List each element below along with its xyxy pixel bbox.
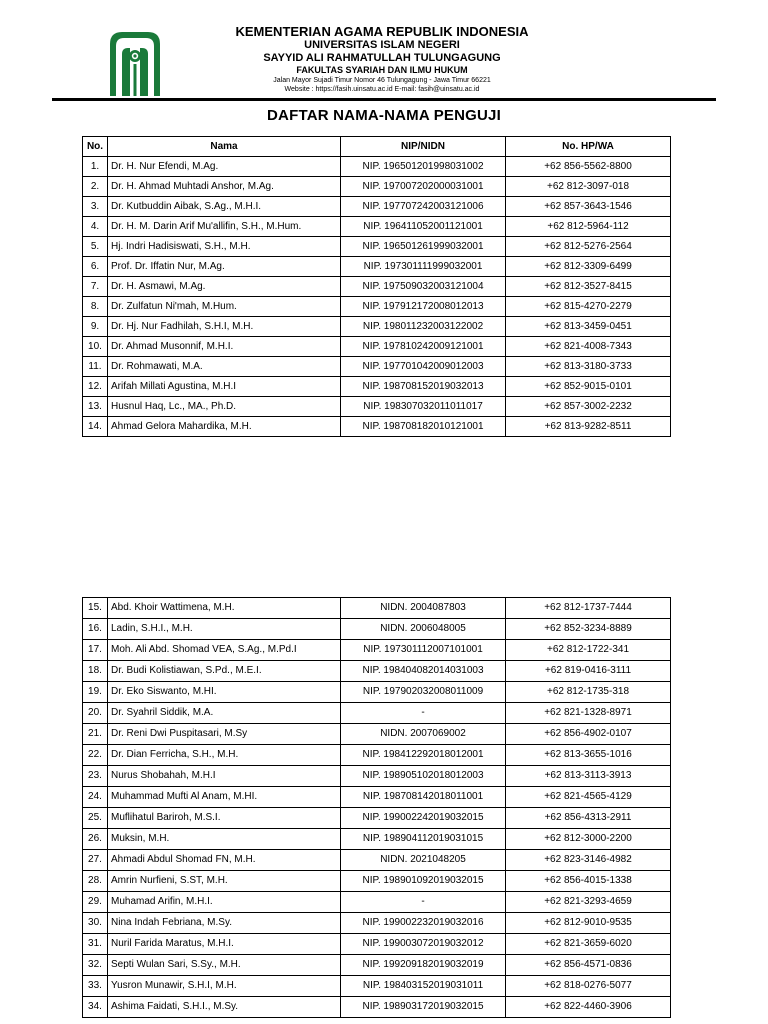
cell-no: 14. [83, 417, 108, 437]
faculty-name: FAKULTAS SYARIAH DAN ILMU HUKUM [296, 65, 468, 75]
cell-nama: Nurus Shobahah, M.H.I [108, 766, 341, 787]
examiner-table-part-2 [82, 597, 671, 1018]
cell-nip: NIP. 196411052001121001 [341, 217, 506, 237]
column-header-nip: NIP/NIDN [341, 137, 506, 157]
cell-nip: NIP. 196501201998031002 [341, 157, 506, 177]
document-title: DAFTAR NAMA-NAMA PENGUJI [267, 107, 501, 124]
cell-no: 16. [83, 619, 108, 640]
cell-nama: Prof. Dr. Iffatin Nur, M.Ag. [108, 257, 341, 277]
cell-nip: NIP. 199209182019032019 [341, 955, 506, 976]
cell-nama: Septi Wulan Sari, S.Sy., M.H. [108, 955, 341, 976]
cell-nama: Dr. Rohmawati, M.A. [108, 357, 341, 377]
cell-nip: NIP. 197810242009121001 [341, 337, 506, 357]
cell-nip: NIP. 198903172019032015 [341, 997, 506, 1018]
cell-no: 12. [83, 377, 108, 397]
cell-nip: NIP. 196501261999032001 [341, 237, 506, 257]
table-row [83, 892, 671, 913]
cell-nama: Ashima Faidati, S.H.I., M.Sy. [108, 997, 341, 1018]
cell-hp: +62 821-1328-8971 [506, 703, 671, 724]
table-row [83, 377, 671, 397]
cell-nama: Moh. Ali Abd. Shomad VEA, S.Ag., M.Pd.I [108, 640, 341, 661]
cell-nama: Dr. H. Ahmad Muhtadi Anshor, M.Ag. [108, 177, 341, 197]
cell-nama: Dr. Eko Siswanto, M.HI. [108, 682, 341, 703]
cell-hp: +62 857-3643-1546 [506, 197, 671, 217]
table-row [83, 745, 671, 766]
cell-nama: Yusron Munawir, S.H.I, M.H. [108, 976, 341, 997]
cell-nip: NIP. 197007202000031001 [341, 177, 506, 197]
cell-no: 5. [83, 237, 108, 257]
university-type: UNIVERSITAS ISLAM NEGERI [304, 39, 460, 51]
cell-nama: Muksin, M.H. [108, 829, 341, 850]
table-row [83, 934, 671, 955]
cell-nama: Husnul Haq, Lc., MA., Ph.D. [108, 397, 341, 417]
table-row [83, 297, 671, 317]
table-row [83, 640, 671, 661]
cell-no: 21. [83, 724, 108, 745]
cell-nama: Ladin, S.H.I., M.H. [108, 619, 341, 640]
table-row [83, 766, 671, 787]
cell-nip: NIP. 198404082014031003 [341, 661, 506, 682]
cell-nama: Nina Indah Febriana, M.Sy. [108, 913, 341, 934]
cell-nama: Nuril Farida Maratus, M.H.I. [108, 934, 341, 955]
table-row [83, 997, 671, 1018]
table-row [83, 257, 671, 277]
table-header-row [83, 137, 671, 157]
cell-nip: NIP. 199003072019032012 [341, 934, 506, 955]
cell-nip: NIP. 197701042009012003 [341, 357, 506, 377]
cell-nama: Arifah Millati Agustina, M.H.I [108, 377, 341, 397]
table-row [83, 337, 671, 357]
cell-no: 33. [83, 976, 108, 997]
cell-nip: NIDN. 2004087803 [341, 598, 506, 619]
cell-hp: +62 821-4008-7343 [506, 337, 671, 357]
cell-hp: +62 813-3655-1016 [506, 745, 671, 766]
table-row [83, 197, 671, 217]
table-row [83, 976, 671, 997]
table-row [83, 417, 671, 437]
cell-nip: NIP. 198307032011011017 [341, 397, 506, 417]
table-row [83, 277, 671, 297]
cell-nama: Dr. Zulfatun Ni'mah, M.Hum. [108, 297, 341, 317]
cell-no: 10. [83, 337, 108, 357]
table-row [83, 682, 671, 703]
cell-nama: Dr. Budi Kolistiawan, S.Pd., M.E.I. [108, 661, 341, 682]
table-row [83, 913, 671, 934]
cell-nip: NIDN. 2021048205 [341, 850, 506, 871]
cell-nama: Dr. Reni Dwi Puspitasari, M.Sy [108, 724, 341, 745]
table-row [83, 661, 671, 682]
cell-nama: Ahmad Gelora Mahardika, M.H. [108, 417, 341, 437]
cell-nip: NIP. 198708182010121001 [341, 417, 506, 437]
table-row [83, 317, 671, 337]
cell-hp: +62 812-1722-341 [506, 640, 671, 661]
cell-nip: NIP. 199002242019032015 [341, 808, 506, 829]
column-header-nama: Nama [108, 137, 341, 157]
cell-no: 2. [83, 177, 108, 197]
university-name: SAYYID ALI RAHMATULLAH TULUNGAGUNG [263, 52, 501, 64]
cell-no: 32. [83, 955, 108, 976]
cell-nip: NIP. 197301112007101001 [341, 640, 506, 661]
cell-nama: Dr. Hj. Nur Fadhilah, S.H.I, M.H. [108, 317, 341, 337]
cell-nip: NIP. 197912172008012013 [341, 297, 506, 317]
cell-nip: NIP. 198904112019031015 [341, 829, 506, 850]
cell-nip: NIDN. 2007069002 [341, 724, 506, 745]
cell-no: 22. [83, 745, 108, 766]
cell-hp: +62 815-4270-2279 [506, 297, 671, 317]
cell-nama: Dr. Dian Ferricha, S.H., M.H. [108, 745, 341, 766]
website-email: Website : https://fasih.uinsatu.ac.id E-mail: fasih@uinsatu.ac.id [284, 86, 480, 93]
address: Jalan Mayor Sujadi Timur Nomor 46 Tulungagung - Jawa Timur 66221 [273, 77, 491, 84]
cell-nip: NIP. 198708152019032013 [341, 377, 506, 397]
table-row [83, 598, 671, 619]
cell-hp: +62 812-1735-318 [506, 682, 671, 703]
cell-hp: +62 823-3146-4982 [506, 850, 671, 871]
cell-nip: NIP. 198412292018012001 [341, 745, 506, 766]
cell-no: 1. [83, 157, 108, 177]
cell-no: 13. [83, 397, 108, 417]
cell-no: 20. [83, 703, 108, 724]
cell-nama: Muhamad Arifin, M.H.I. [108, 892, 341, 913]
table-row [83, 955, 671, 976]
ministry-name: KEMENTERIAN AGAMA REPUBLIK INDONESIA [235, 24, 529, 39]
cell-no: 31. [83, 934, 108, 955]
cell-nama: Dr. H. Asmawi, M.Ag. [108, 277, 341, 297]
cell-no: 8. [83, 297, 108, 317]
cell-nama: Dr. Syahril Siddik, M.A. [108, 703, 341, 724]
cell-hp: +62 852-9015-0101 [506, 377, 671, 397]
cell-no: 18. [83, 661, 108, 682]
cell-nip: NIP. 197509032003121004 [341, 277, 506, 297]
cell-hp: +62 819-0416-3111 [506, 661, 671, 682]
cell-hp: +62 812-3000-2200 [506, 829, 671, 850]
cell-no: 3. [83, 197, 108, 217]
table-row [83, 237, 671, 257]
table-row [83, 871, 671, 892]
cell-no: 19. [83, 682, 108, 703]
cell-hp: +62 813-3180-3733 [506, 357, 671, 377]
cell-hp: +62 812-5964-112 [506, 217, 671, 237]
cell-no: 9. [83, 317, 108, 337]
table-row [83, 787, 671, 808]
cell-no: 27. [83, 850, 108, 871]
cell-nip: NIP. 197902032008011009 [341, 682, 506, 703]
cell-no: 6. [83, 257, 108, 277]
table-row [83, 829, 671, 850]
column-header-no: No. [83, 137, 108, 157]
cell-nama: Abd. Khoir Wattimena, M.H. [108, 598, 341, 619]
letterhead [0, 18, 768, 104]
cell-hp: +62 812-3527-8415 [506, 277, 671, 297]
cell-nip: NIP. 197301111999032001 [341, 257, 506, 277]
cell-hp: +62 818-0276-5077 [506, 976, 671, 997]
cell-hp: +62 856-4571-0836 [506, 955, 671, 976]
cell-hp: +62 856-5562-8800 [506, 157, 671, 177]
university-logo-icon [108, 30, 162, 98]
cell-nama: Hj. Indri Hadisiswati, S.H., M.H. [108, 237, 341, 257]
cell-no: 23. [83, 766, 108, 787]
cell-nip: NIP. 198011232003122002 [341, 317, 506, 337]
cell-nip: - [341, 703, 506, 724]
cell-hp: +62 813-9282-8511 [506, 417, 671, 437]
examiner-table-part-1 [82, 136, 671, 437]
cell-nama: Dr. Ahmad Musonnif, M.H.I. [108, 337, 341, 357]
cell-no: 25. [83, 808, 108, 829]
letterhead-divider [52, 98, 716, 101]
cell-hp: +62 852-3234-8889 [506, 619, 671, 640]
cell-hp: +62 821-3293-4659 [506, 892, 671, 913]
cell-nip: NIP. 198905102018012003 [341, 766, 506, 787]
cell-hp: +62 812-1737-7444 [506, 598, 671, 619]
cell-no: 34. [83, 997, 108, 1018]
table-row [83, 619, 671, 640]
cell-no: 7. [83, 277, 108, 297]
cell-no: 28. [83, 871, 108, 892]
cell-nama: Muhammad Mufti Al Anam, M.HI. [108, 787, 341, 808]
letterhead-text [160, 25, 604, 95]
column-header-hp: No. HP/WA [506, 137, 671, 157]
cell-no: 11. [83, 357, 108, 377]
table-row [83, 703, 671, 724]
cell-hp: +62 821-4565-4129 [506, 787, 671, 808]
cell-hp: +62 857-3002-2232 [506, 397, 671, 417]
cell-hp: +62 812-3097-018 [506, 177, 671, 197]
cell-nama: Dr. Kutbuddin Aibak, S.Ag., M.H.I. [108, 197, 341, 217]
cell-nip: NIP. 197707242003121006 [341, 197, 506, 217]
table-row [83, 397, 671, 417]
table-row [83, 808, 671, 829]
cell-no: 24. [83, 787, 108, 808]
table-row [83, 724, 671, 745]
cell-hp: +62 812-5276-2564 [506, 237, 671, 257]
table-row [83, 157, 671, 177]
cell-hp: +62 856-4313-2911 [506, 808, 671, 829]
cell-nip: NIP. 198403152019031011 [341, 976, 506, 997]
cell-hp: +62 821-3659-6020 [506, 934, 671, 955]
cell-no: 15. [83, 598, 108, 619]
cell-hp: +62 822-4460-3906 [506, 997, 671, 1018]
cell-nama: Dr. H. Nur Efendi, M.Ag. [108, 157, 341, 177]
cell-nama: Amrin Nurfieni, S.ST, M.H. [108, 871, 341, 892]
cell-no: 26. [83, 829, 108, 850]
cell-no: 4. [83, 217, 108, 237]
cell-nama: Ahmadi Abdul Shomad FN, M.H. [108, 850, 341, 871]
cell-no: 29. [83, 892, 108, 913]
cell-hp: +62 812-9010-9535 [506, 913, 671, 934]
table-row [83, 850, 671, 871]
table-row [83, 177, 671, 197]
table-row [83, 357, 671, 377]
cell-nama: Dr. H. M. Darin Arif Mu'allifin, S.H., M.Hum. [108, 217, 341, 237]
cell-hp: +62 812-3309-6499 [506, 257, 671, 277]
cell-nip: NIP. 198901092019032015 [341, 871, 506, 892]
table-row [83, 217, 671, 237]
cell-nip: NIP. 199002232019032016 [341, 913, 506, 934]
cell-hp: +62 813-3459-0451 [506, 317, 671, 337]
cell-no: 17. [83, 640, 108, 661]
cell-hp: +62 813-3113-3913 [506, 766, 671, 787]
cell-nip: NIDN. 2006048005 [341, 619, 506, 640]
cell-nip: - [341, 892, 506, 913]
cell-nama: Muflihatul Bariroh, M.S.I. [108, 808, 341, 829]
cell-nip: NIP. 198708142018011001 [341, 787, 506, 808]
cell-hp: +62 856-4902-0107 [506, 724, 671, 745]
cell-no: 30. [83, 913, 108, 934]
cell-hp: +62 856-4015-1338 [506, 871, 671, 892]
